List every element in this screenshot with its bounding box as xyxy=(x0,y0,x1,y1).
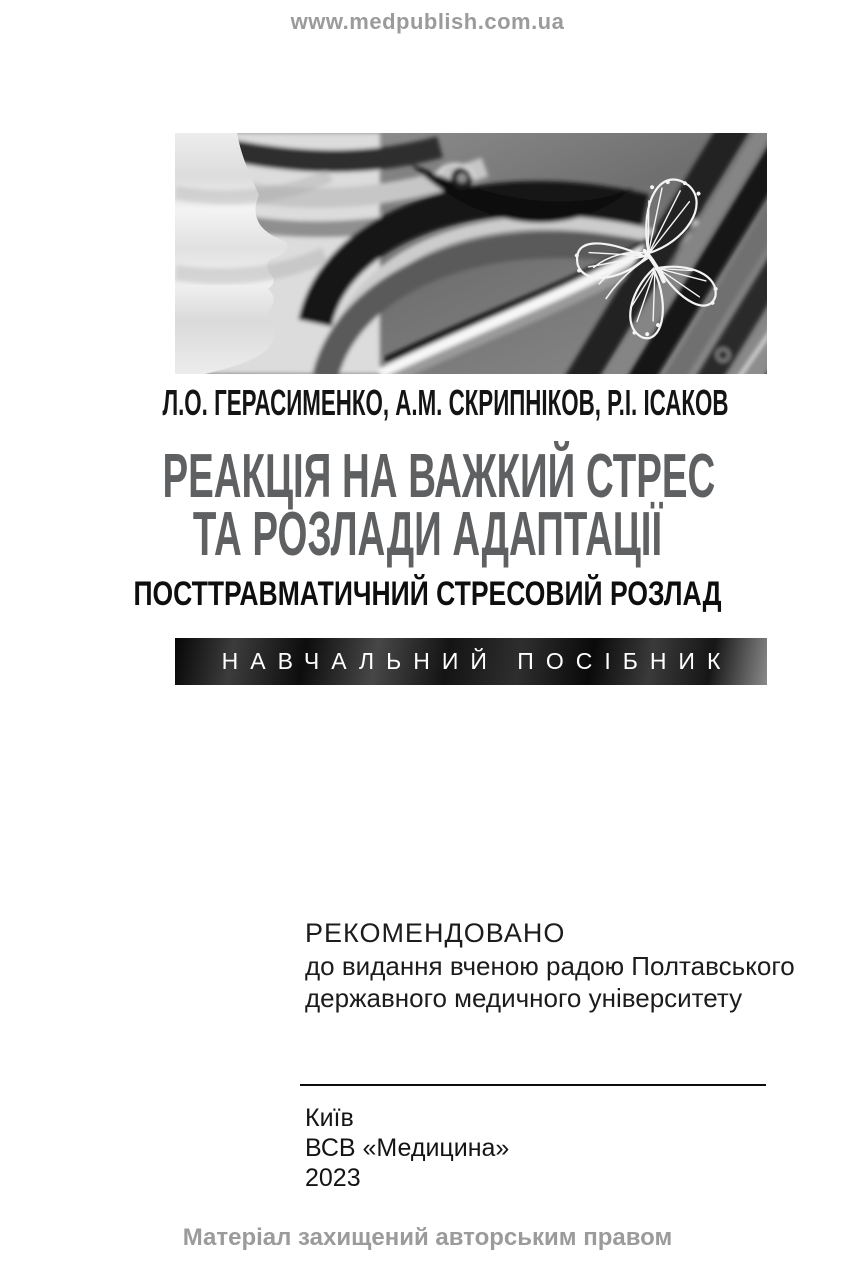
book-subtitle: ПОСТТРАВМАТИЧНИЙ СТРЕСОВИЙ РОЗЛАД xyxy=(133,575,722,613)
imprint-year: 2023 xyxy=(305,1164,361,1192)
publisher-website-watermark: www.medpublish.com.ua xyxy=(290,9,565,34)
recommendation-line-2: державного медичного університету xyxy=(305,983,743,1013)
edition-type-label: НАВЧАЛЬНИЙ ПОСІБНИК xyxy=(221,648,733,674)
imprint-block xyxy=(305,1103,509,1193)
book-title-line-1: РЕАКЦІЯ НА ВАЖКИЙ СТРЕС xyxy=(162,442,716,511)
edition-type-banner xyxy=(175,638,767,685)
marble-texture-image xyxy=(175,133,767,374)
authors-line: Л.О. ГЕРАСИМЕНКО, А.М. СКРИПНІКОВ, Р.І. ІСАКОВ xyxy=(162,382,729,423)
book-title-line-2: ТА РОЗЛАДИ АДАПТАЦІЇ xyxy=(192,500,663,569)
recommendation-line-1: до видання вченою радою Полтавського xyxy=(305,951,795,981)
recommendation-block xyxy=(305,917,795,1014)
recommendation-heading: РЕКОМЕНДОВАНО xyxy=(305,918,566,948)
cover-artwork xyxy=(175,133,767,374)
imprint-city: Київ xyxy=(305,1104,354,1132)
copyright-watermark: Матеріал захищений авторським правом xyxy=(182,1224,673,1251)
imprint-publisher: ВСВ «Медицина» xyxy=(305,1134,510,1162)
imprint-divider-rule xyxy=(300,1084,766,1086)
book-title xyxy=(162,442,716,569)
